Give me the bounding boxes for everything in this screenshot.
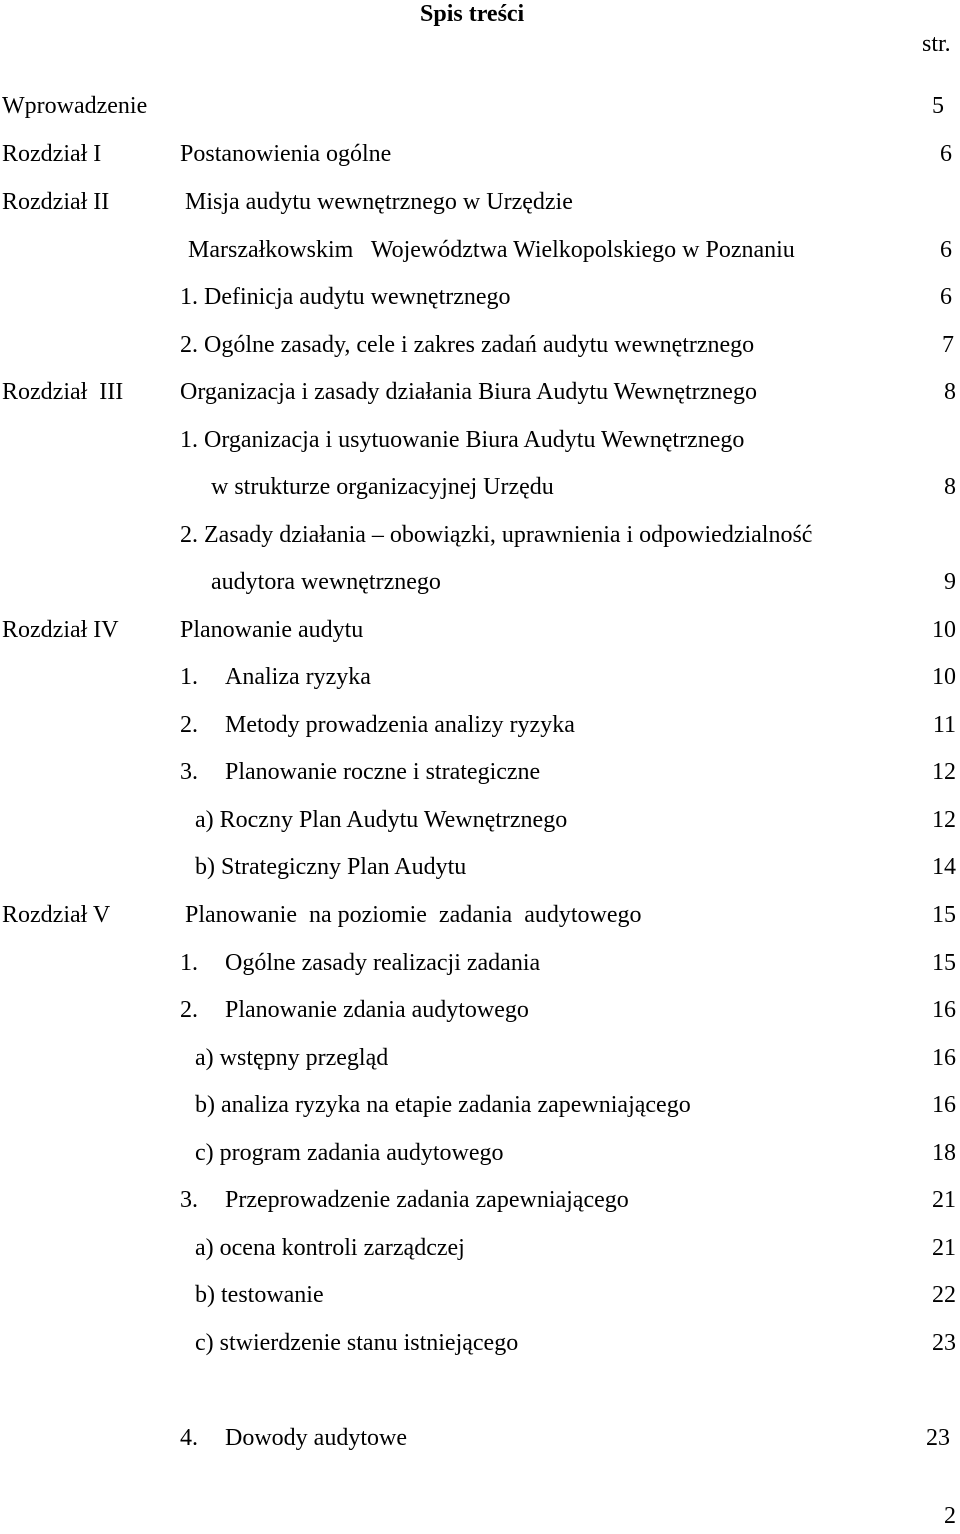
toc-entry-text: Planowanie zdania audytowego [225, 997, 529, 1023]
toc-entry-page: 21 [932, 1187, 956, 1213]
toc-entry-page: 6 [940, 141, 952, 167]
page-column-label: str. [922, 31, 951, 57]
toc-entry-text: a) wstępny przegląd [195, 1045, 389, 1071]
toc-entry-text: Organizacja i zasady działania Biura Audytu Wewnętrznego [180, 379, 757, 405]
toc-entry-page: 23 [932, 1330, 956, 1356]
toc-entry-label: Rozdział IV [2, 617, 119, 643]
toc-entry-page: 10 [932, 664, 956, 690]
toc-entry-number: 3. [180, 1187, 198, 1213]
toc-entry-page: 11 [932, 712, 956, 738]
toc-entry-text: Planowanie na poziomie zadania audytowego [185, 902, 642, 928]
toc-entry-label: Rozdział I [2, 141, 102, 167]
toc-entry-page: 15 [932, 950, 956, 976]
toc-entry-text: b) Strategiczny Plan Audytu [195, 854, 467, 880]
toc-entry-page: 8 [944, 379, 956, 405]
toc-entry-text: Dowody audytowe [225, 1425, 407, 1451]
toc-entry-label: Rozdział V [2, 902, 111, 928]
toc-entry-page: 10 [932, 617, 956, 643]
toc-entry-text: a) ocena kontroli zarządczej [195, 1235, 465, 1261]
toc-entry-text: 1. Definicja audytu wewnętrznego [180, 284, 511, 310]
toc-entry-text: 1. Organizacja i usytuowanie Biura Audytu Wewnętrznego [180, 427, 745, 453]
toc-entry-page: 6 [940, 284, 952, 310]
toc-entry-text-continued: w strukturze organizacyjnej Urzędu [211, 474, 554, 500]
toc-entry-text: Postanowienia ogólne [180, 141, 392, 167]
toc-entry-page: 7 [942, 332, 954, 358]
toc-entry-page: 9 [944, 569, 956, 595]
toc-entry-page: 14 [932, 854, 956, 880]
toc-entry-text: b) testowanie [195, 1282, 324, 1308]
toc-entry-label: Wprowadzenie [2, 93, 148, 119]
toc-entry-text: a) Roczny Plan Audytu Wewnętrznego [195, 807, 568, 833]
toc-entry-text: 2. Zasady działania – obowiązki, uprawnienia i odpowiedzialność [180, 522, 813, 548]
toc-entry-text: Ogólne zasady realizacji zadania [225, 950, 541, 976]
toc-entry-page: 22 [932, 1282, 956, 1308]
toc-entry-page: 21 [932, 1235, 956, 1261]
toc-entry-number: 2. [180, 997, 198, 1023]
toc-entry-label: Rozdział II [2, 189, 110, 215]
toc-entry-number: 1. [180, 664, 198, 690]
toc-entry-text: Przeprowadzenie zadania zapewniającego [225, 1187, 629, 1213]
toc-entry-page: 16 [932, 1092, 956, 1118]
toc-entry-page: 8 [944, 474, 956, 500]
page-number: 2 [944, 1503, 956, 1529]
toc-entry-page: 16 [932, 1045, 956, 1071]
toc-entry-text: b) analiza ryzyka na etapie zadania zapewniającego [195, 1092, 691, 1118]
toc-entry-text: c) stwierdzenie stanu istniejącego [195, 1330, 519, 1356]
toc-entry-label: Rozdział III [2, 379, 124, 405]
toc-entry-page: 15 [932, 902, 956, 928]
toc-entry-page: 16 [932, 997, 956, 1023]
toc-entry-text: Misja audytu wewnętrznego w Urzędzie [185, 189, 573, 215]
toc-entry-page: 12 [932, 759, 956, 785]
toc-entry-number: 1. [180, 950, 198, 976]
toc-entry-text: Planowanie roczne i strategiczne [225, 759, 541, 785]
toc-entry-page: 23 [926, 1425, 950, 1451]
toc-entry-page: 18 [932, 1140, 956, 1166]
toc-entry-text: c) program zadania audytowego [195, 1140, 504, 1166]
toc-entry-number: 4. [180, 1425, 198, 1451]
toc-entry-number: 3. [180, 759, 198, 785]
toc-entry-page: 6 [940, 237, 952, 263]
toc-entry-page: 5 [932, 93, 944, 119]
toc-entry-text-continued: Marszałkowskim Województwa Wielkopolskiego w Poznaniu [188, 237, 795, 263]
toc-entry-text: Analiza ryzyka [225, 664, 371, 690]
toc-entry-number: 2. [180, 712, 198, 738]
toc-entry-text: 2. Ogólne zasady, cele i zakres zadań audytu wewnętrznego [180, 332, 755, 358]
toc-entry-page: 12 [932, 807, 956, 833]
toc-entry-text: Planowanie audytu [180, 617, 364, 643]
toc-entry-text-continued: audytora wewnętrznego [211, 569, 441, 595]
toc-entry-text: Metody prowadzenia analizy ryzyka [225, 712, 575, 738]
toc-title: Spis treści [420, 1, 525, 27]
